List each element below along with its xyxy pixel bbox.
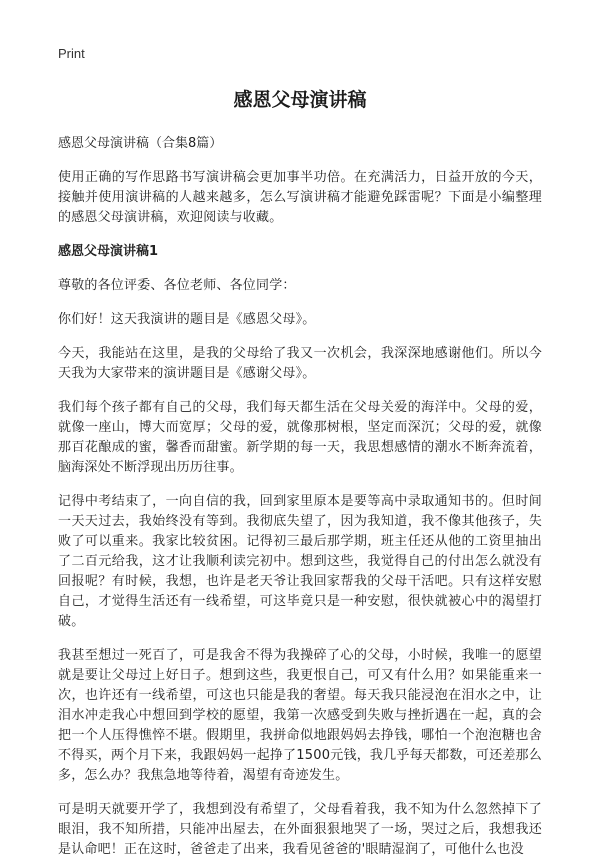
document-subtitle: 感恩父母演讲稿（合集8篇） (58, 136, 223, 151)
print-link[interactable]: Print (58, 46, 85, 61)
section-heading: 感恩父母演讲稿1 (58, 244, 159, 259)
intro-paragraph: 使用正确的写作思路书写演讲稿会更加事半功倍。在充满活力，日益开放的今天，接触并使用演讲稿的人越来越多，怎么写演讲稿才能避免踩雷呢？下面是小编整理的感恩父母演讲稿，欢迎阅读与收藏。 (58, 170, 542, 225)
body-paragraph: 记得中考结束了，一向自信的我，回到家里原本是要等高中录取通知书的。但时间一天天过去，我始终没有等到。我彻底失望了，因为我知道，我不像其他孩子，失败了可以重来。我家比较贫困。记得初三最后那学期，班主任还从他的工资里抽出了二百元给我，这才让我顺利读完初中。想到这些，我觉得自己的付出怎么就没有回报呢？有时候，我想，也许是老天爷让我回家帮我的父母干活吧。只有这样安慰自己，才觉得生活还有一线希望，可这毕竟只是一种安慰，很快就被心中的渴望打破。 (58, 494, 542, 629)
document-title: 感恩父母演讲稿 (233, 89, 367, 111)
body-paragraph: 我们每个孩子都有自己的父母，我们每天都生活在父母关爱的海洋中。父母的爱，就像一座山，博大而宽厚；父母的爱，就像那树根，坚定而深沉；父母的爱，就像那百花酿成的蜜，馨香而甜蜜。新学期的每一天，我思想感情的潮水不断奔流着，脑海深处不断浮现出历历往事。 (58, 400, 542, 475)
body-paragraph: 可是明天就要开学了，我想到没有希望了，父母看着我，我不知为什么忽然掉下了眼泪，我不知所措，只能冲出屋去，在外面狠狠地哭了一场，哭过之后，我想我还是认命吧！正在这时，爸爸走了出来，我看见爸爸的'眼睛湿润了，可他什么也没 (58, 802, 542, 857)
greeting-paragraph: 你们好！这天我演讲的题目是《感恩父母》。 (58, 312, 316, 327)
body-paragraph: 今天，我能站在这里，是我的父母给了我又一次机会，我深深地感谢他们。所以今天我为大家带来的演讲题目是《感谢父母》。 (58, 346, 542, 381)
salutation-paragraph: 尊敬的各位评委、各位老师、各位同学： (58, 278, 296, 293)
body-paragraph: 我甚至想过一死百了，可是我舍不得为我操碎了心的父母，小时候，我唯一的愿望就是要让父母过上好日子。想到这些，我更恨自己，可又有什么用？如果能重来一次，也许还有一线希望，可这也只能是我的奢望。每天我只能浸泡在泪水之中，让泪水冲走我心中想回到学校的愿望，我第一次感受到失败与挫折遇在一起，真的会把一个人压得憔悴不堪。假期里，我拼命似地跟妈妈去挣钱，哪怕一个泡泡糖也舍不得买，两个月下来，我跟妈妈一起挣了1500元钱，我几乎每天都数，可还差那么多，怎么办？我焦急地等待着，渴望有奇迹发生。 (58, 648, 542, 783)
